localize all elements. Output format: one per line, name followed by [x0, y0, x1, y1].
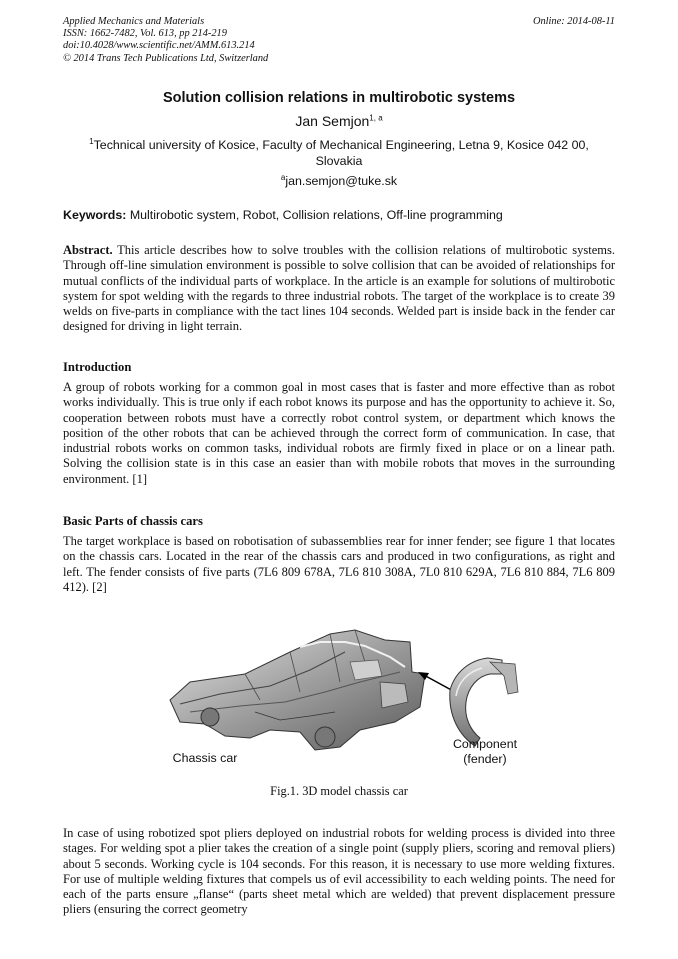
label-component: [440, 737, 530, 767]
author-email: [63, 174, 615, 188]
online-date: Online: 2014-08-11: [532, 16, 615, 27]
journal-header: [63, 16, 268, 65]
author: [63, 113, 615, 129]
figure-caption: Fig.1. 3D model chassis car: [270, 784, 408, 798]
fender-component: [450, 658, 518, 746]
section-heading-introduction: Introduction: [63, 360, 132, 374]
section-heading-basic-parts: Basic Parts of chassis cars: [63, 514, 203, 528]
journal-name: Applied Mechanics and Materials: [63, 16, 205, 27]
label-component-line2: (fender): [463, 752, 507, 766]
section-text-introduction: A group of robots working for a common goal in most cases that is faster and more effective than as robot works individually. This is true only if each robot knows its purpose and has the opportunity to achieve it. So, cooperation between robots must have a correctly robot control system, or department which knows the position of the other robots that can be achieved through the correct form of communication. In case, that industrial robots works on common tasks, individual robots are firmly fixed in place or on a linear path. Solving the collision state is in this case an easier than with mobile robots that moves in the surrounding environment. [1]: [63, 380, 615, 486]
author-sup: 1, a: [369, 113, 383, 123]
keywords-label: Keywords:: [63, 208, 127, 222]
journal-doi: doi:10.4028/www.scientific.net/AMM.613.214: [63, 40, 255, 52]
abstract: [63, 243, 615, 335]
section-text-basic-parts: The target workplace is based on robotisation of subassemblies rear for inner fender; see figure 1 that locates on the chassis cars. Located in the rear of the chassis cars and produced in two configurations, as right and left. The fender consists of five parts (7L6 809 678A, 7L6 810 308A, 7L0 810 629A, 7L6 810 884, 7L6 809 412). [2]: [63, 534, 615, 594]
label-component-line1: Component: [452, 737, 518, 751]
affiliation-sup: 1: [89, 136, 94, 146]
affiliation-text: Technical university of Kosice, Faculty of Mechanical Engineering, Letna 9, Kosice 042 00, Slovakia: [93, 138, 589, 168]
closing-paragraph: In case of using robotized spot pliers deployed on industrial robots for welding process is divided into three stages. For welding spot a plier takes the creation of a single point (supply pliers, scoring and removal pliers) about 5 seconds. Working cycle is 104 seconds. For this reason, it is necessary to use more welding fixtures. For use of multiple welding fixtures that compels us of evil accessibility to each welding points. The need for each of the parts ensure „flanse“ (parts sheet metal which are welded) that prevent displacement pressure pliers (ensuring the correct geometry: [63, 826, 615, 917]
email-sup: a: [280, 172, 286, 182]
author-name: Jan Semjon: [295, 113, 370, 129]
paper-title: Solution collision relations in multirobotic systems: [162, 90, 516, 106]
abstract-label: Abstract.: [63, 243, 113, 257]
label-chassis-car: Chassis car: [172, 751, 238, 765]
journal-copyright: © 2014 Trans Tech Publications Ltd, Switzerland: [63, 52, 269, 64]
email-text: jan.semjon@tuke.sk: [285, 174, 398, 188]
keywords: [63, 208, 615, 222]
affiliation: [75, 138, 603, 169]
abstract-text: This article describes how to solve troubles with the collision relations of multirobotic systems. Through off-line simulation environment is possible to solve collision that can be avoided of relationships for mutual conflicts of the individual parts of workplace. In the article is an example for solutions of multirobotic system for spot welding with the regards to three industrial robots. The target of the workplace is to create 39 welds on five-parts in compliance with the tact lines 104 seconds. Welded part is inside back in the fender car designed for driving in light terrain.: [63, 243, 615, 334]
journal-issn: ISSN: 1662-7482, Vol. 613, pp 214-219: [63, 28, 227, 40]
keywords-text: Multirobotic system, Robot, Collision relations, Off-line programming: [129, 208, 503, 222]
figure-chassis-car: [150, 612, 540, 782]
chassis-body: [170, 630, 425, 750]
